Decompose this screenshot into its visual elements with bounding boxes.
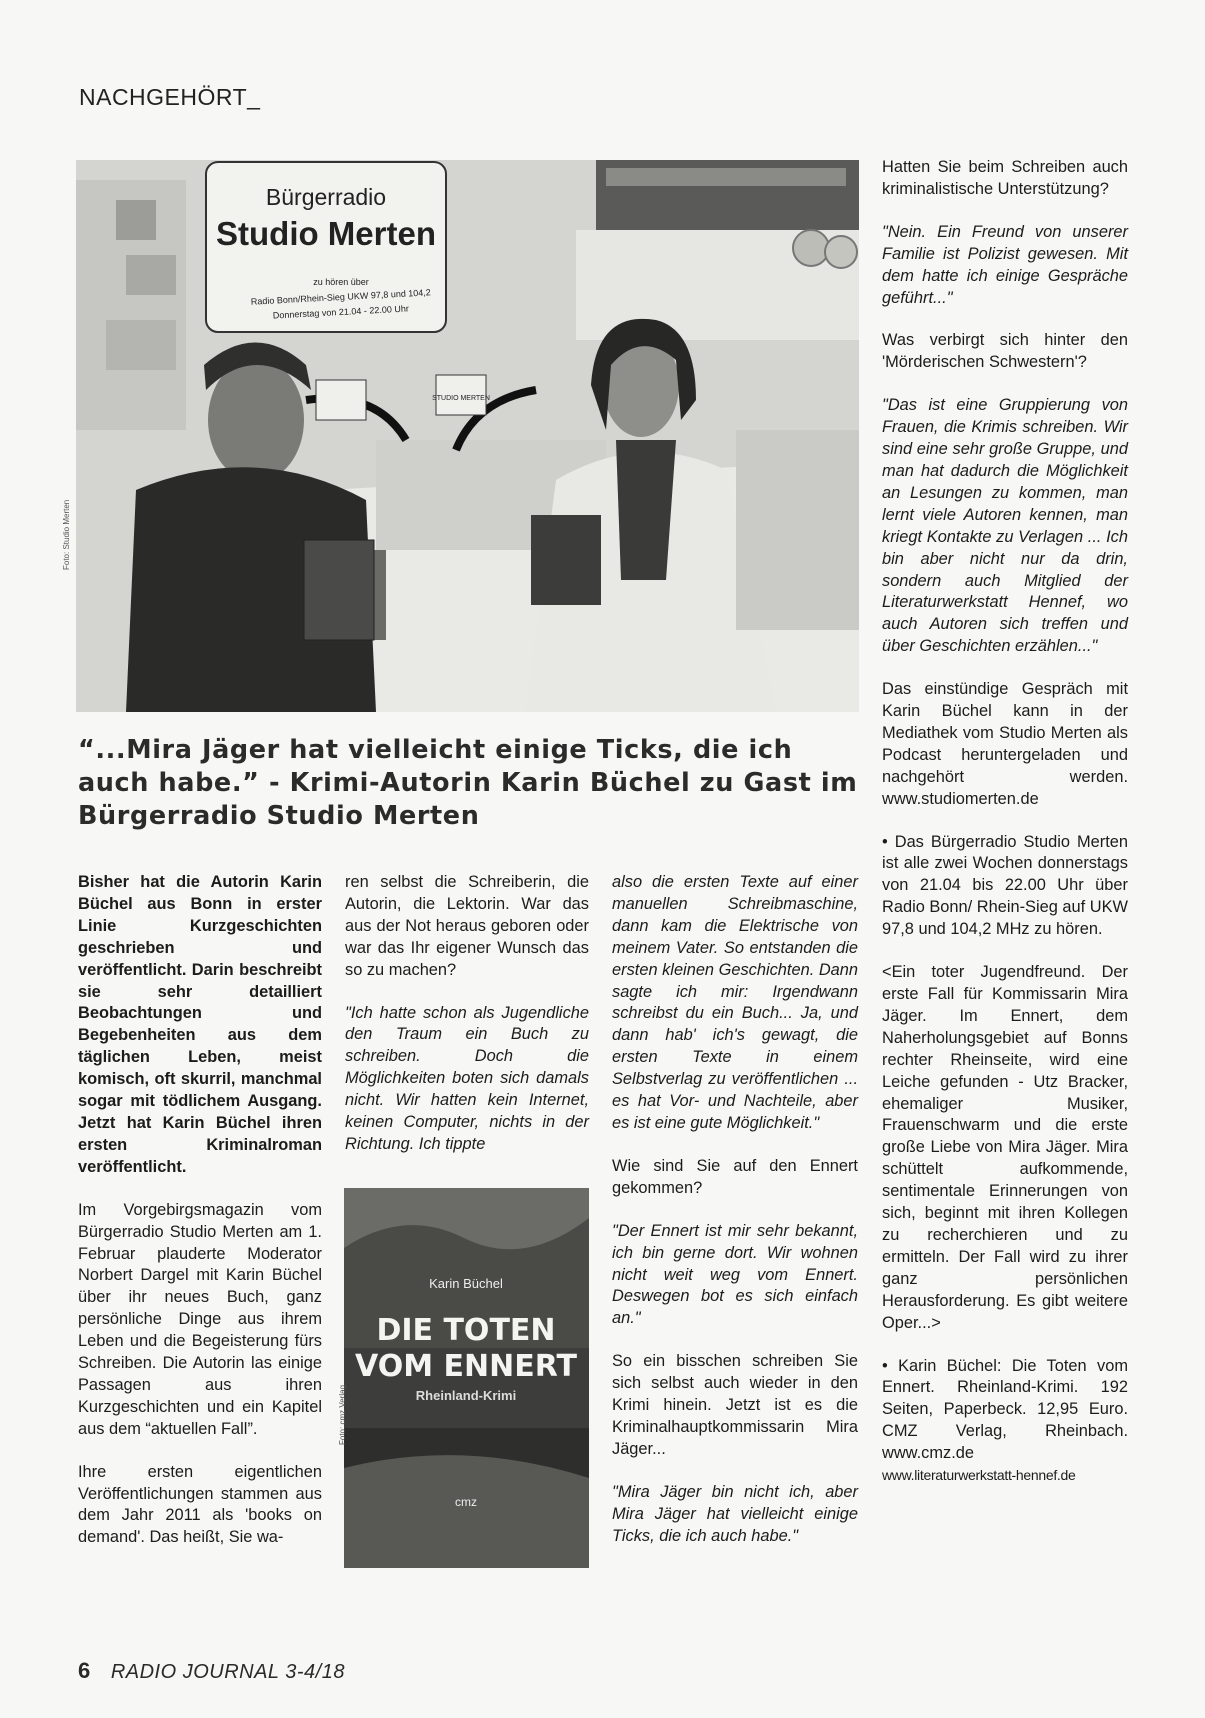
answer: "Das ist eine Gruppierung von Frauen, die Krimis schreiben. Wir sind eine sehr große Gruppe, und man hat dadurch die Möglichkeit an Lesungen zu kommen, man lernt viele Autoren kennen, man kriegt Kontakte zu Verlagen ... Ich bin aber nicht nur da drin, sondern auch Mitglied der Literaturwerkstatt Hennef, wo auch Autoren sich treffen und über Geschichten erzählen..." (882, 396, 1128, 656)
question: So ein bisschen schreiben Sie sich selbst auch wieder in den Krimi hinein. Jetzt ist es die Kriminalhauptkommissarin Mira Jäger... (612, 1352, 858, 1458)
paragraph: Ihre ersten eigentlichen Veröffentlichungen stammen aus dem Jahr 2011 als 'books on demand'. Das heißt, Sie wa- (78, 1462, 322, 1547)
book-title-line-1: DIE TOTEN (376, 1313, 556, 1348)
answer: "Ich hatte schon als Jugendliche den Traum ein Buch zu schreiben. Doch die Möglichkeiten boten sich damals nicht. Wir hatten kein Internet, keinen Computer, nichts in der Richtung. Ich tippte (345, 1003, 589, 1153)
paragraph: Das einstündige Gespräch mit Karin Büchel kann in der Mediathek vom Studio Merten als Podcast heruntergeladen und nachgehört werden. www.studiomerten.de (882, 680, 1128, 808)
column-4 (882, 157, 1128, 1487)
book-cover (344, 1188, 589, 1568)
book-photo-credit: Foto: cmz Verlag (338, 1384, 347, 1445)
question: ren selbst die Schreiberin, die Autorin, die Lektorin. War das aus der Not heraus geboren oder war das Ihr eigener Wunsch das so zu machen? (345, 873, 589, 979)
section-label: NACHGEHÖRT_ (79, 84, 261, 110)
book-author: Karin Büchel (429, 1276, 503, 1291)
sign-line-2: Studio Merten (216, 215, 436, 252)
intro-paragraph: Bisher hat die Autorin Karin Büchel aus Bonn in erster Linie Kurzgeschichten geschrieben und veröffentlicht. Darin beschreibt sie sehr detailliert Beobachtungen und Begebenheiten aus dem täglichen Leben, meist komisch, oft skurril, manchmal sogar mit tödlichem Ausgang. Jetzt hat Karin Büchel ihren ersten Kriminalroman veröffentlicht. (78, 873, 322, 1176)
mic-label: STUDIO MERTEN (432, 395, 490, 402)
page-footer (78, 1658, 345, 1684)
question: Wie sind Sie auf den Ennert gekommen? (612, 1156, 858, 1197)
magazine-name: RADIO JOURNAL 3-4/18 (110, 1661, 345, 1683)
question: Hatten Sie beim Schreiben auch kriminalistische Unterstützung? (882, 158, 1128, 198)
column-1 (78, 872, 322, 1570)
paragraph: Im Vorgebirgsmagazin vom Bürgerradio Studio Merten am 1. Februar plauderte Moderator Norbert Dargel mit Karin Büchel über ihr neues Buch, ganz persönliche Dinge aus ihrem Leben und die Begeisterung fürs Schreiben. Die Autorin las einige Passagen aus ihren Kurzgeschichten und ein Kapitel aus dem “aktuellen Fall”. (78, 1200, 322, 1438)
book-subtitle: Rheinland-Krimi (415, 1388, 517, 1403)
paragraph: • Das Bürgerradio Studio Merten ist alle zwei Wochen donnerstags von 21.04 bis 22.00 Uhr über Radio Bonn/ Rhein-Sieg auf UKW 97,8 und 104,2 MHz zu hören. (882, 832, 1128, 939)
answer: "Der Ennert ist mir sehr bekannt, ich bin gerne dort. Wir wohnen nicht weit weg vom Ennert. Deswegen bot es sich einfach an." (612, 1221, 858, 1328)
answer: "Nein. Ein Freund von unserer Familie ist Polizist gewesen. Mit dem hatte ich einige Gespräche geführt..." (882, 222, 1128, 307)
answer: also die ersten Texte auf einer manuellen Schreibmaschine, dann kam die Elektrische von meinem Vater. So entstanden die ersten kleinen Geschichten. Dann sagte ich mir: Irgendwann schreibst du ein Buch... Ja, und dann hab' ich's gewagt, die ersten Texte in einem Selbstverlag zu veröffentlichen ... es hat Vor- und Nachteile, aber es ist eine gute Möglichkeit." (612, 873, 859, 1132)
book-info: • Karin Büchel: Die Toten vom Ennert. Rheinland-Krimi. 192 Seiten, Paperbeck. 12,95 Euro. CMZ Verlag, Rheinbach. www.cmz.de (882, 1356, 1128, 1463)
sign-line-1: Bürgerradio (265, 184, 387, 210)
headline: “...Mira Jäger hat vielleicht einige Ticks, die ich auch habe.” - Krimi-Autorin Karin Büchel zu Gast im Bürgerradio Studio Merten (78, 735, 858, 831)
sign-line-4: Radio Bonn/Rhein-Sieg UKW 97,8 und 104,2 (250, 287, 432, 307)
studio-photo (76, 160, 859, 712)
column-2 (345, 872, 589, 1177)
answer: "Mira Jäger bin nicht ich, aber Mira Jäger hat vielleicht einige Ticks, die ich auch habe." (612, 1482, 858, 1545)
sign-line-3: zu hören über (313, 277, 369, 287)
literaturwerkstatt-url[interactable]: www.literaturwerkstatt-hennef.de (882, 1467, 1076, 1484)
page-number: 6 (78, 1658, 91, 1683)
book-publisher: cmz (455, 1495, 477, 1509)
photo-credit: Foto: Studio Merten (62, 499, 71, 570)
book-blurb: <Ein toter Jugendfreund. Der erste Fall für Kommissarin Mira Jäger. Im Ennert, dem Naherholungsgebiet auf Bonns rechter Rheinseite, wird eine Leiche gefunden - Utz Bracker, ehemaliger Musiker, Frauenschwarm und die erste große Liebe von Mira Jäger. Mira schüttelt aufkommende, sentimentale Erinnerungen von sich, beginnt mit ihren Kollegen zu recherchieren und zu ermitteln. Der Fall wird zu ihrer ganz persönlichen Herausforderung. Es gibt weitere Oper...> (882, 963, 1128, 1332)
book-title-line-2: VOM ENNERT (355, 1349, 577, 1384)
question: Was verbirgt sich hinter den 'Mörderischen Schwestern'? (882, 331, 1128, 372)
column-3 (612, 872, 858, 1568)
sign-line-5: Donnerstag von 21.04 - 22.00 Uhr (272, 303, 410, 321)
